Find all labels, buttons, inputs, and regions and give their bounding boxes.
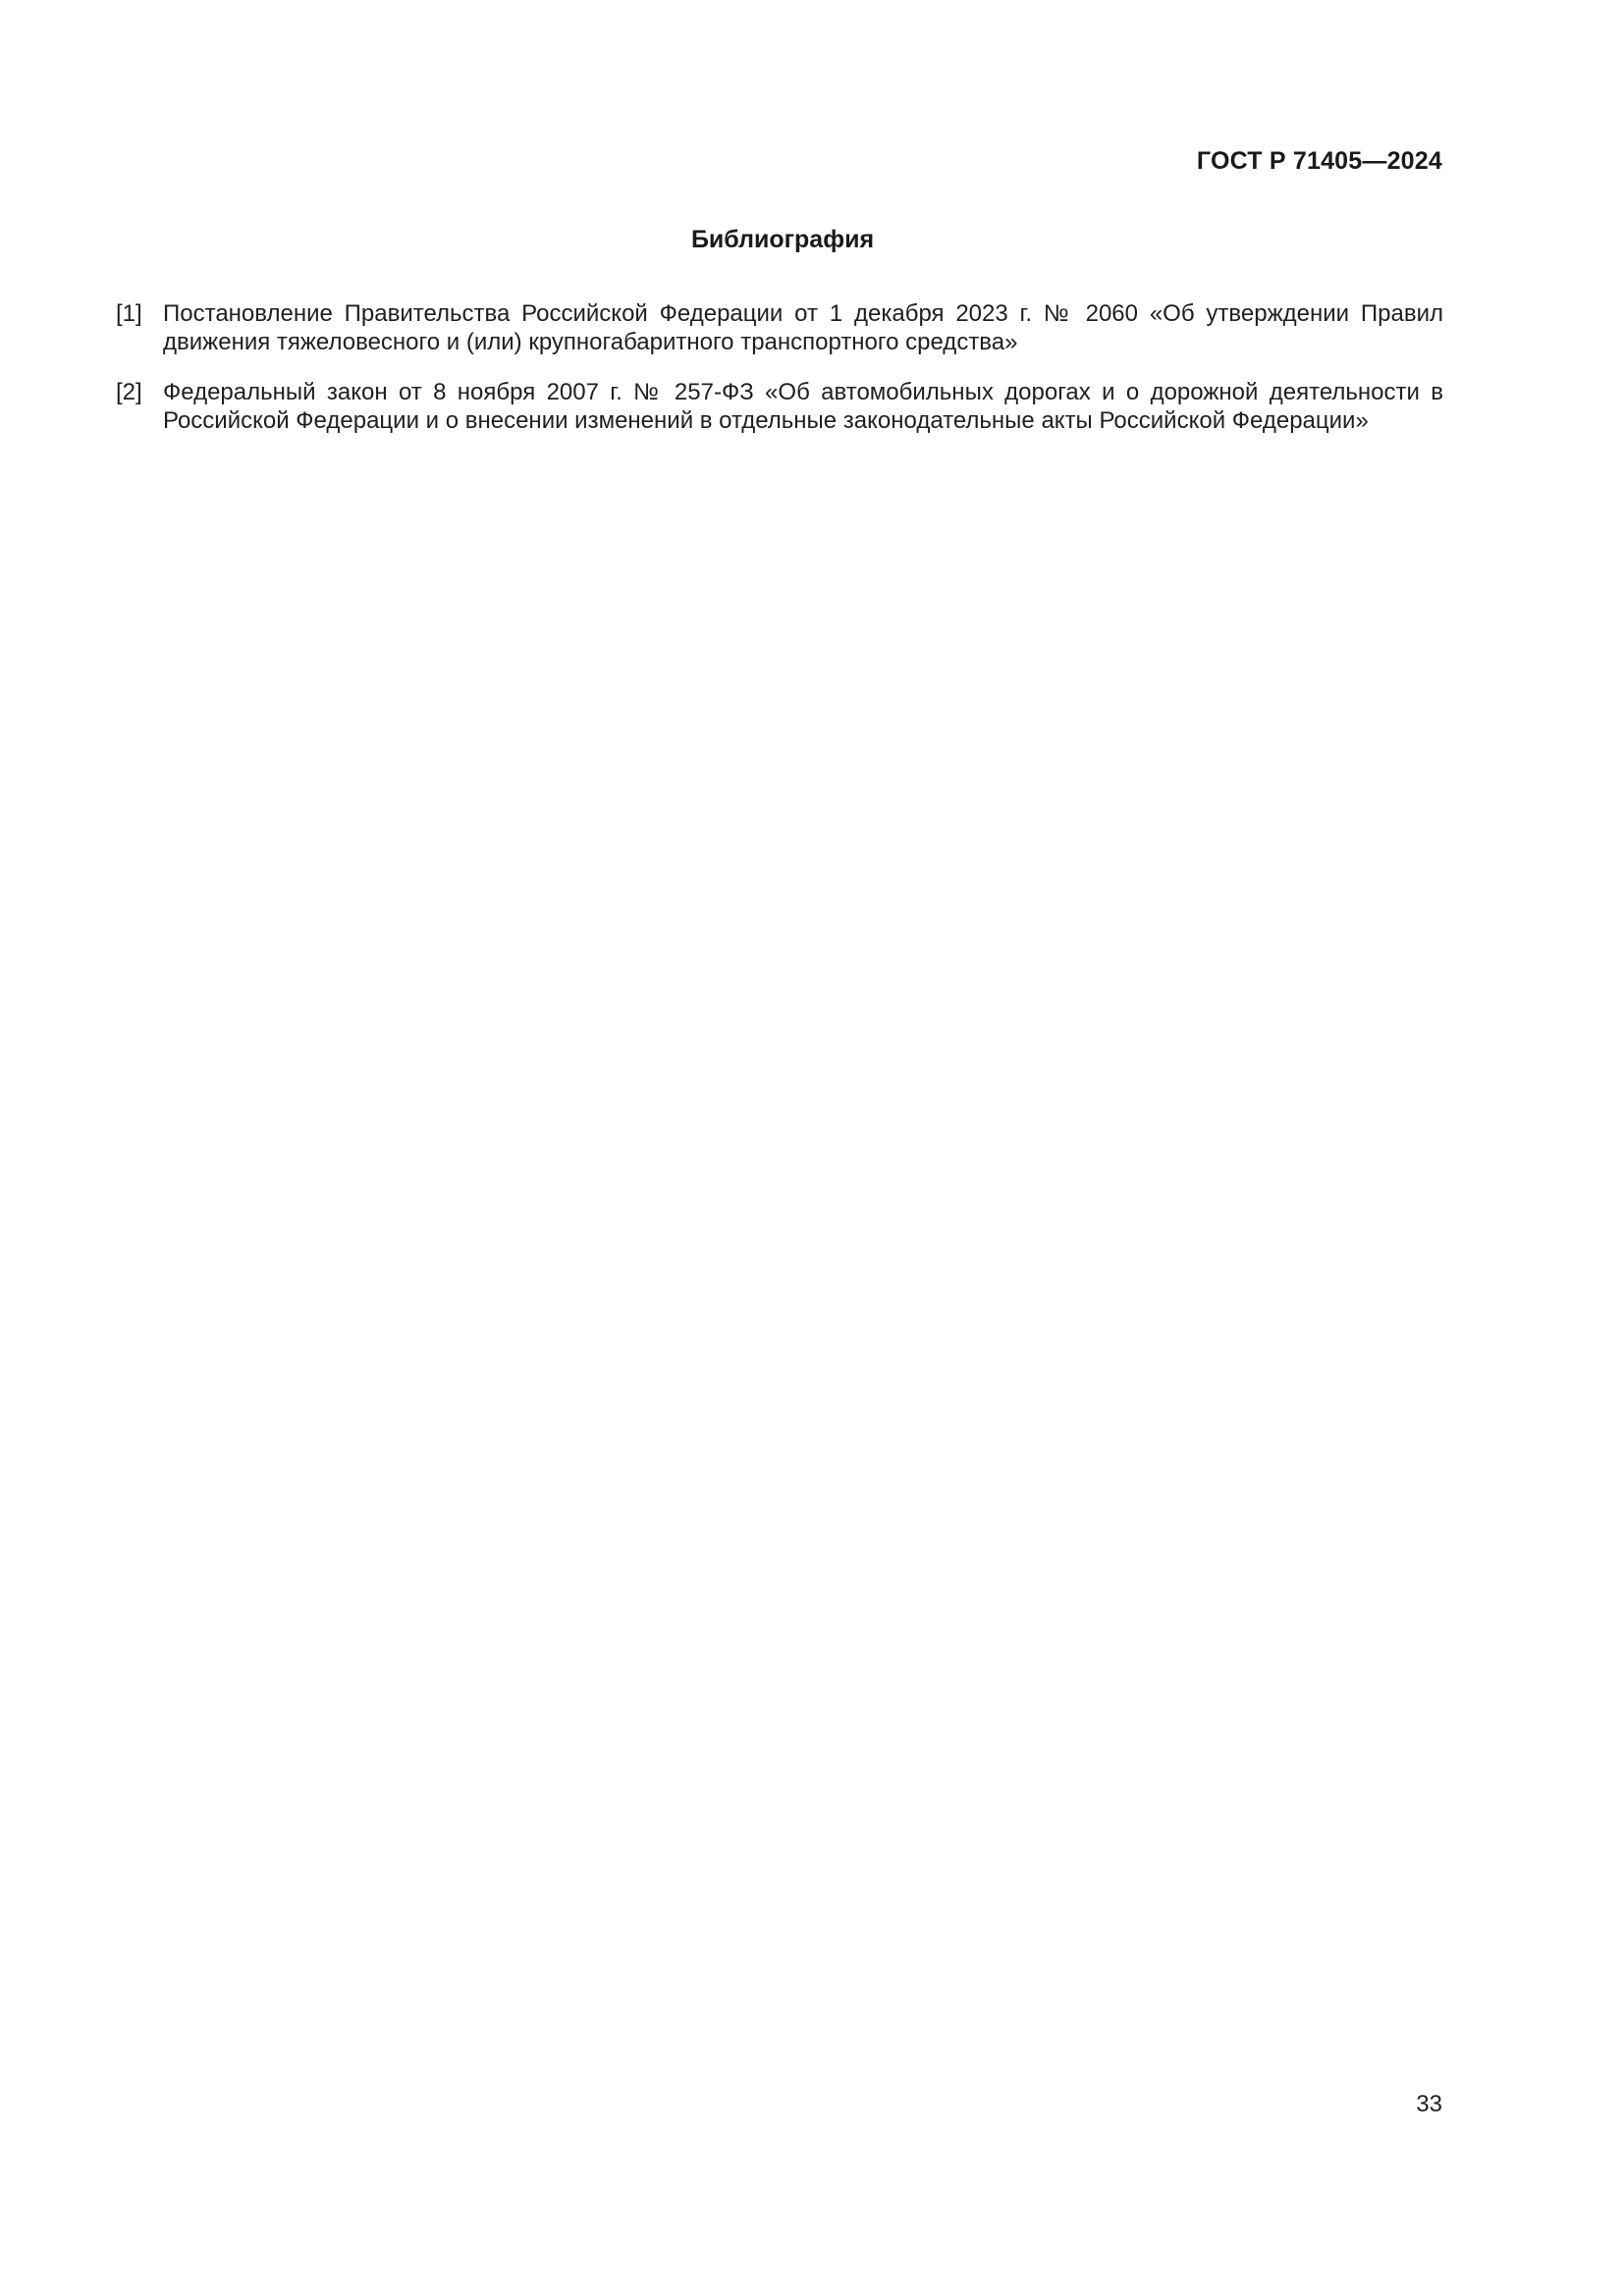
document-code: ГОСТ Р 71405—2024 (1196, 147, 1442, 175)
bibliography-item (116, 378, 1443, 435)
bibliography-list (116, 299, 1443, 456)
bibliography-item-text: Постановление Правительства Российской Федерации от 1 декабря 2023 г. № 2060 «Об утверждении Правил движения тяжеловесного и (или) крупногабаритного транспортного средства» (163, 300, 1443, 355)
section-title: Библиография (690, 226, 875, 253)
page-number: 33 (1416, 2091, 1442, 2117)
bibliography-item-text: Федеральный закон от 8 ноября 2007 г. № 257-ФЗ «Об автомобильных дорогах и о дорожной деятельности в Российской Федерации и о внесении изменений в отдельные законодательные акты Российской Федерации» (163, 379, 1443, 434)
bibliography-item-number: [2] (116, 379, 142, 405)
bibliography-item (116, 299, 1443, 356)
bibliography-item-number: [1] (116, 300, 142, 327)
